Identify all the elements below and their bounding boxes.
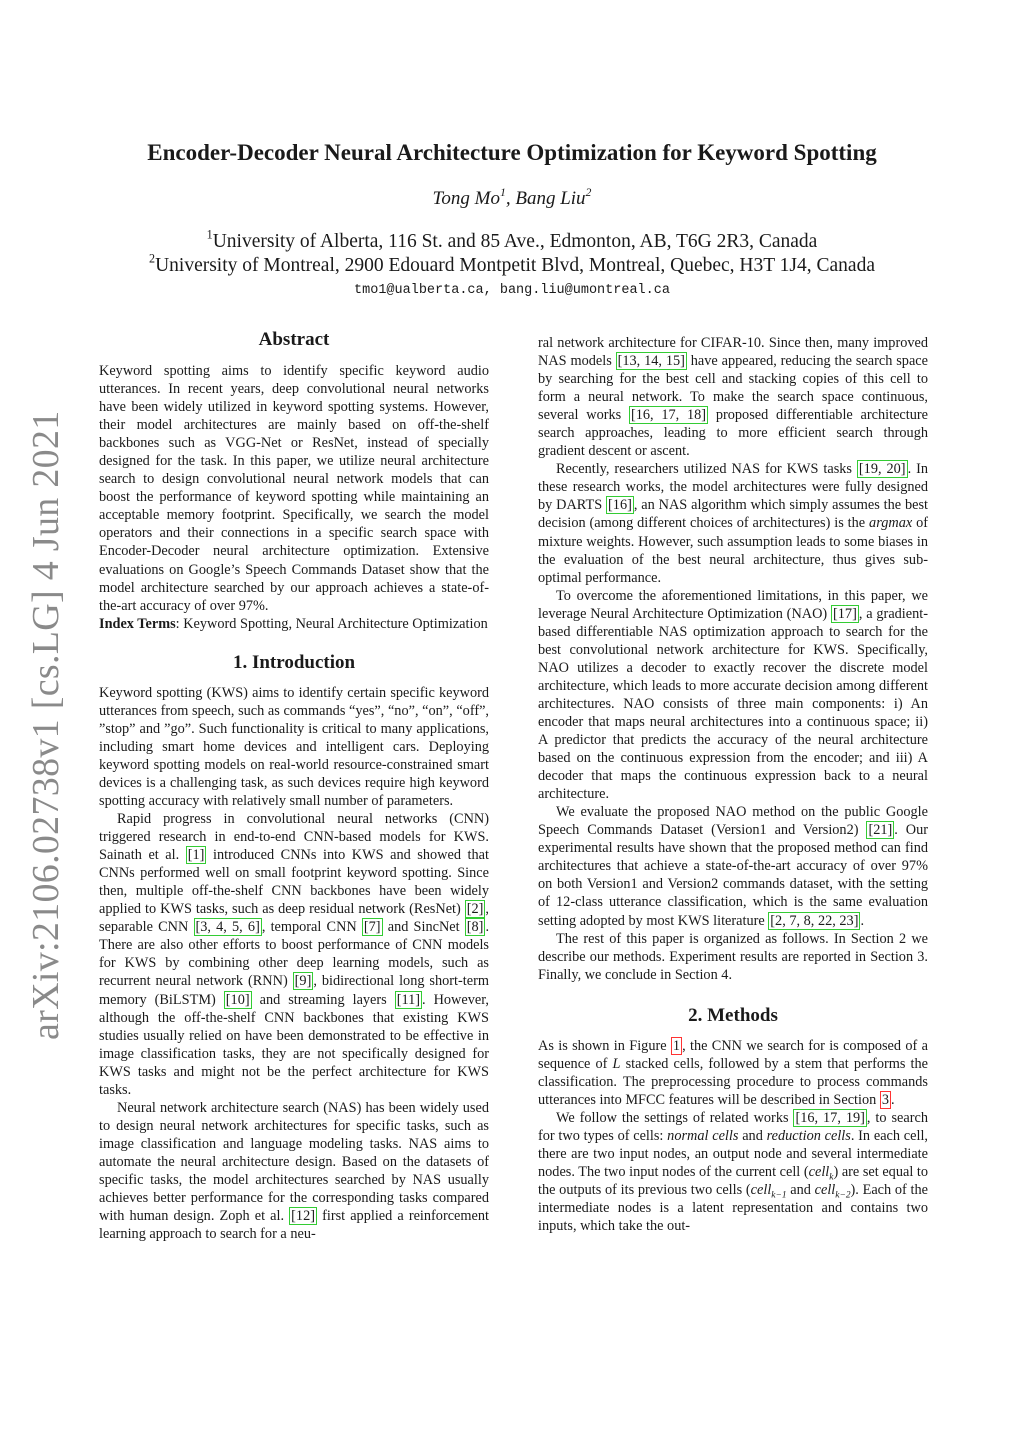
author-affil-mark: 2 — [585, 185, 592, 199]
arxiv-identifier: arXiv:2106.02738v1 [cs.LG] 4 Jun 2021 — [25, 410, 67, 1040]
index-terms-text: : Keyword Spotting, Neural Architecture Optimization — [175, 615, 488, 632]
citation-link[interactable]: [11] — [396, 991, 421, 1008]
citation-link[interactable]: [1] — [187, 847, 205, 864]
author-affil-mark: 1 — [499, 185, 506, 199]
right-column — [538, 334, 928, 1235]
citation-link[interactable]: [7] — [363, 919, 381, 936]
continued-text: first applied a reinforcement learning approach to search for a neu- — [99, 1208, 489, 1243]
author-line — [0, 185, 1024, 210]
emphasis-normal-cells: normal cells — [667, 1127, 739, 1144]
math-argmax: argmax — [869, 515, 913, 532]
citation-link[interactable]: [21] — [868, 822, 893, 839]
affiliation-line — [0, 227, 1024, 254]
citation-link[interactable]: [17] — [833, 605, 857, 622]
citation-link[interactable]: [16, 17, 19] — [795, 1109, 865, 1126]
intro-paragraph-4: Recently, researchers utilized NAS for KWS tasks [19, 20] . In these research works, the model architectures were fully designed by DARTS [16] , an NAS algorithm which simply assumes the best decision (among different choices of architectures) is the argmax of mixture weights. However, such assumption leads to some biases in the evaluation of the best neural architecture, thus gives sub-optimal performance. — [538, 461, 929, 586]
citation-link[interactable]: [10] — [225, 991, 250, 1008]
citation-link[interactable]: [2, 7, 8, 22, 23] — [770, 912, 859, 929]
intro-paragraph-3: Neural network architecture search (NAS) has been widely used to design neural network architectures for specific tasks, such as image classification and language modeling tasks. NAS aims to automate the neural architecture design. Based on the datasets of specific tasks, the model architectures searched by NAS usually achieves better performance for the corresponding tasks compared with human design. Zoph et al. [12] first applied a reinforcement learning approach to search for a neu- — [99, 1099, 489, 1243]
paper-title: Encoder-Decoder Neural Architecture Optimization for Keyword Spotting — [147, 140, 877, 165]
intro-paragraph-2: Rapid progress in convolutional neural networks (CNN) triggered research in end-to-end CNN-based models for KWS. Sainath et al. [1] introduced CNNs into KWS and showed that CNNs performed well on small footprint keyword spotting. Since then, multiple off-the-shelf CNN backbones have been widely applied to KWS tasks, such as deep residual network (ResNet) [2] , separable CNN [3, 4, 5, 6] , temporal CNN [7] and SincNet [8] . There are also other efforts to boost performance of CNN models for KWS by combining other deep learning models, such as recurrent neural network (RNN) [9] , bidirectional long short-term memory (BiLSTM) [10] and streaming layers [11] . However, although the off-the-shelf CNN backbones that existing KWS studies usually relied on have been demonstrated to be effective in image classification tasks, they are not specifically designed for KWS tasks and might not be the perfect architecture for KWS tasks. — [99, 811, 490, 1098]
author-name: Bang Liu — [515, 188, 586, 209]
affil-mark: 2 — [149, 251, 156, 266]
citation-link[interactable]: [16, 17, 18] — [630, 407, 707, 424]
math-cell-k-minus-1: cell$_{k-1}$ — [750, 1182, 787, 1201]
affiliation-text: University of Montreal, 2900 Edouard Montpetit Blvd, Montreal, Quebec, H3T 1J4, Canada — [155, 255, 875, 276]
intro-paragraph-6: We evaluate the proposed NAO method on the public Google Speech Commands Dataset (Version1 and Version2) [21] . Our experimental results have shown that the proposed method can find architectures that achieve a state-of-the-art accuracy of over 97% on both Version1 and Version2 commands dataset, with the setting of 12-class utterance classification, which is the same evaluation setting adopted by most KWS literature [2, 7, 8, 22, 23] . — [538, 804, 929, 929]
author-emails: tmo1@ualberta.ca, bang.liu@umontreal.ca — [354, 283, 670, 298]
section-reference-link[interactable]: 3 — [881, 1091, 890, 1108]
intro-paragraph-1: Keyword spotting (KWS) aims to identify certain specific keyword utterances from speech, such as commands “yes”, “no”, “on”, “off”, ”stop” and ”go”. Such functionality is critical to many applications, including smart home devices and intelligent cars. Deploying keyword spotting models on real-world resource-constrained smart devices is a challenging task, as such devices require high keyword spotting accuracy with relatively small number of parameters. — [99, 684, 489, 809]
citation-link[interactable]: [3, 4, 5, 6] — [195, 919, 260, 936]
citation-link[interactable]: [9] — [294, 973, 312, 990]
figure-reference-link[interactable]: 1 — [672, 1037, 681, 1054]
abstract-heading: Abstract — [258, 329, 330, 350]
emphasis-reduction-cells: reduction cells — [766, 1127, 851, 1144]
abstract-text: Keyword spotting aims to identify specific keyword audio utterances. In recent years, deep convolutional neural networks have been widely utilized in keyword spotting systems. However, their model architectures are mainly based on off-the-shelf backbones such as VGG-Net or ResNet, instead of specially designed for the task. In this paper, we utilize neural architecture search to design convolutional neural network models that can boost the performance of keyword spotting while maintaining an acceptable memory footprint. Specifically, we search the model operators and their connections in a specific search space with Encoder-Decoder neural architecture optimization. Extensive evaluations on Google’s Speech Commands Dataset show that the model architecture searched by our approach achieves a state-of-the-art accuracy of over 97%. — [99, 363, 489, 614]
affiliation-line — [0, 251, 1024, 278]
math-L: L — [612, 1055, 621, 1072]
citation-link[interactable]: [8] — [466, 919, 484, 936]
intro-paragraph-3-continued: ral network architecture for CIFAR-10. Since then, many improved NAS models [13, 14, 15] have appeared, reducing the search space by searching for the best cell and stacking copies of this cell to form a neural network. To make the search space continuous, several works [16, 17, 18] proposed differentiable architecture search approaches, leading to more efficient search through gradient descent or ascent. — [538, 335, 929, 460]
continued-text-tail: ral network architecture for CIFAR-10. Since then, many improved NAS models — [538, 335, 928, 370]
affiliation-text: University of Alberta, 116 St. and 85 Ave., Edmonton, AB, T6G 2R3, Canada — [212, 231, 818, 252]
methods-heading: 2. Methods — [688, 1004, 778, 1026]
citation-link[interactable]: [16] — [608, 497, 632, 514]
methods-paragraph-2: We follow the settings of related works [16, 17, 19] , to search for two types of cells: normal cells and reduction cells. In each cell, there are two input nodes, an output node and several intermediate nodes. The two input nodes of the current cell (cell$_k$) are set equal to the outputs of its previous two cells (cell$_{k-1}$ and cell$_{k-2}$). Each of the intermediate nodes is a latent representation and contains two inputs, which take the out- — [538, 1109, 928, 1235]
introduction-heading: 1. Introduction — [232, 651, 356, 673]
citation-link[interactable]: [12] — [291, 1208, 315, 1225]
methods-paragraph-1: As is shown in Figure 1 , the CNN we search for is composed of a sequence of L stacked cells, followed by a stem that performs the classification. The preprocessing procedure to process commands utterances into MFCC features will be described in Section 3 . — [538, 1037, 929, 1108]
index-terms-label: Index Terms — [99, 615, 176, 632]
author-separator: , — [505, 188, 516, 209]
affiliations — [0, 227, 1024, 278]
index-terms — [99, 615, 489, 633]
author-name: Tong Mo — [432, 188, 500, 209]
math-cell-k: cell$_k$ — [808, 1164, 834, 1183]
intro-paragraph-7: The rest of this paper is organized as follows. In Section 2 we describe our methods. Experiment results are reported in Section 3. Finally, we conclude in Section 4. — [538, 930, 928, 983]
intro-paragraph-5: To overcome the aforementioned limitations, in this paper, we leverage Neural Architecture Optimization (NAO) [17] , a gradient-based differentiable NAS optimization approach to search for the best convolutional network architecture for KWS. Specifically, NAO utilizes a decoder to exactly recover the discrete model architecture, which leads to more accurate decision among different architectures. NAO consists of three main components: i) An encoder that maps neural architectures into a continuous space; ii) A predictor that predicts the accuracy of the neural architecture based on the continuous expression from the encoder; and iii) A decoder that maps the continuous expression back to a neural architecture. — [538, 587, 929, 803]
left-column — [99, 328, 489, 1243]
affil-mark: 1 — [206, 227, 213, 242]
citation-link[interactable]: [19, 20] — [858, 461, 906, 478]
citation-link[interactable]: [13, 14, 15] — [617, 353, 685, 370]
citation-link[interactable]: [2] — [466, 901, 484, 918]
math-cell-k-minus-2: cell$_{k-2}$ — [814, 1182, 851, 1201]
